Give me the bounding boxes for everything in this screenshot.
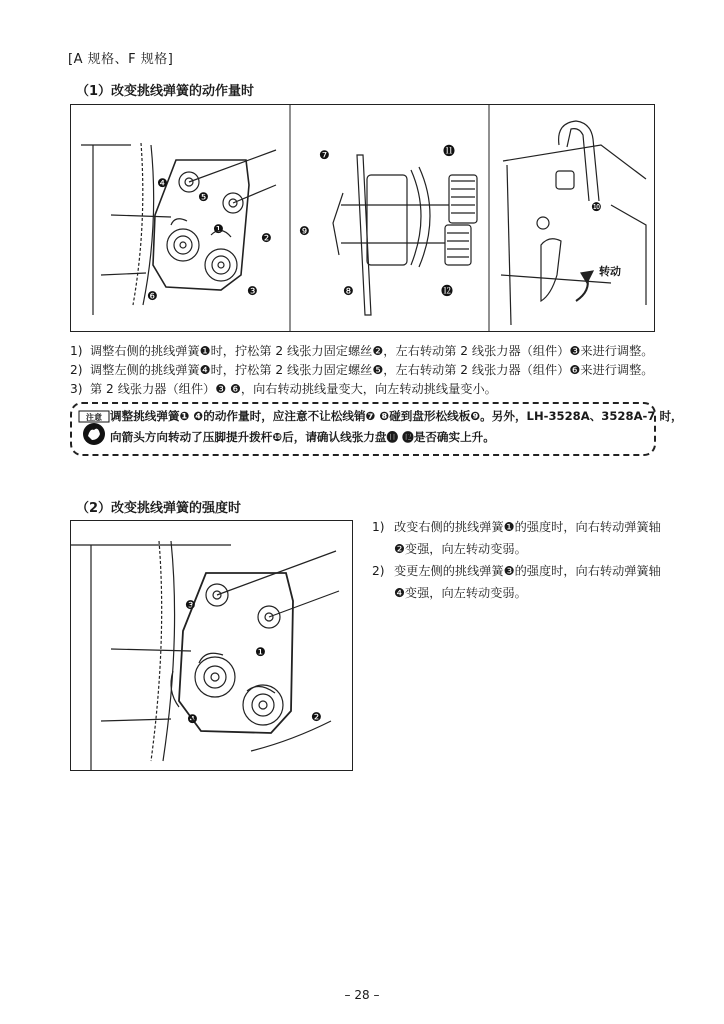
section2-figure — [70, 520, 353, 771]
s2-callout-4: ❹ — [187, 712, 198, 726]
section2-illustration — [71, 521, 352, 770]
instruction-3-text: 第 2 线张力器（组件）❸ ❻，向右转动挑线量变大，向左转动挑线量变小。 — [90, 382, 497, 396]
page-number: – 28 – — [344, 988, 380, 1002]
callout-9: ❾ — [299, 224, 310, 238]
s2-callout-1: ❶ — [255, 645, 266, 659]
caution-icon — [78, 410, 110, 446]
section2-item-1-text: 改变右侧的挑线弹簧❶的强度时，向右转动弹簧轴❷变强，向左转动变弱。 — [394, 520, 661, 556]
caution-line-2: 向箭头方向转动了压脚提升拨杆❿后，请确认线张力盘⓫ ⓬是否确实上升。 — [110, 430, 495, 444]
middle-panel-callouts — [299, 143, 455, 298]
callout-12: ⓬ — [441, 284, 454, 298]
spec-label: [A 规格、F 规格] — [68, 52, 174, 67]
callout-8: ❽ — [343, 284, 354, 298]
instruction-3-num: 3) — [70, 382, 83, 396]
right-panel-callouts — [591, 200, 621, 278]
callout-4: ❹ — [157, 176, 168, 190]
section1-illustration — [71, 105, 654, 331]
callout-10: ❿ — [591, 200, 602, 214]
s2-callout-2: ❷ — [311, 710, 322, 724]
callout-1: ❶ — [213, 222, 224, 236]
rotate-label: 转动 — [599, 265, 621, 278]
section2-item-2-text: 变更左侧的挑线弹簧❸的强度时，向右转动弹簧轴❹变强，向左转动变弱。 — [394, 564, 661, 600]
callout-3: ❸ — [247, 284, 258, 298]
section2-item-1-num: 1) — [372, 520, 385, 534]
callout-2: ❷ — [261, 231, 272, 245]
section1-figure — [70, 104, 655, 332]
instruction-1-num: 1) — [70, 344, 83, 358]
section2-item-2-num: 2) — [372, 564, 385, 578]
middle-panel-drawing — [333, 155, 477, 315]
s2-callout-3: ❸ — [185, 598, 196, 612]
right-panel-drawing — [501, 121, 646, 325]
instruction-3 — [70, 380, 497, 397]
section2-item-2 — [372, 560, 662, 604]
callout-7: ❼ — [319, 148, 330, 162]
callout-5: ❺ — [198, 190, 209, 204]
instruction-2-num: 2) — [70, 363, 83, 377]
instruction-2 — [70, 361, 653, 378]
callout-11: ⓫ — [443, 144, 456, 158]
instruction-1-text: 调整右侧的挑线弹簧❶时，拧松第 2 线张力固定螺丝❷，左右转动第 2 线张力器（组件）❸来进行调整。 — [90, 344, 654, 358]
caution-line-1: 调整挑线弹簧❶ ❹的动作量时，应注意不让松线销❼ ❽碰到盘形松线板❾。另外，LH-3528A、3528A-7 时， — [110, 409, 683, 423]
caution-box — [70, 402, 683, 456]
section2-item-1 — [372, 516, 662, 560]
section2-title: （2）改变挑线弹簧的强度时 — [76, 501, 242, 516]
instruction-2-text: 调整左侧的挑线弹簧❹时，拧松第 2 线张力固定螺丝❺，左右转动第 2 线张力器（组件）❻来进行调整。 — [90, 363, 654, 377]
callout-6: ❻ — [147, 289, 158, 303]
caution-icon-label: 注意 — [86, 413, 102, 422]
section1-title: （1）改变挑线弹簧的动作量时 — [76, 84, 255, 99]
section2-callouts — [185, 598, 322, 726]
instruction-1 — [70, 342, 653, 359]
